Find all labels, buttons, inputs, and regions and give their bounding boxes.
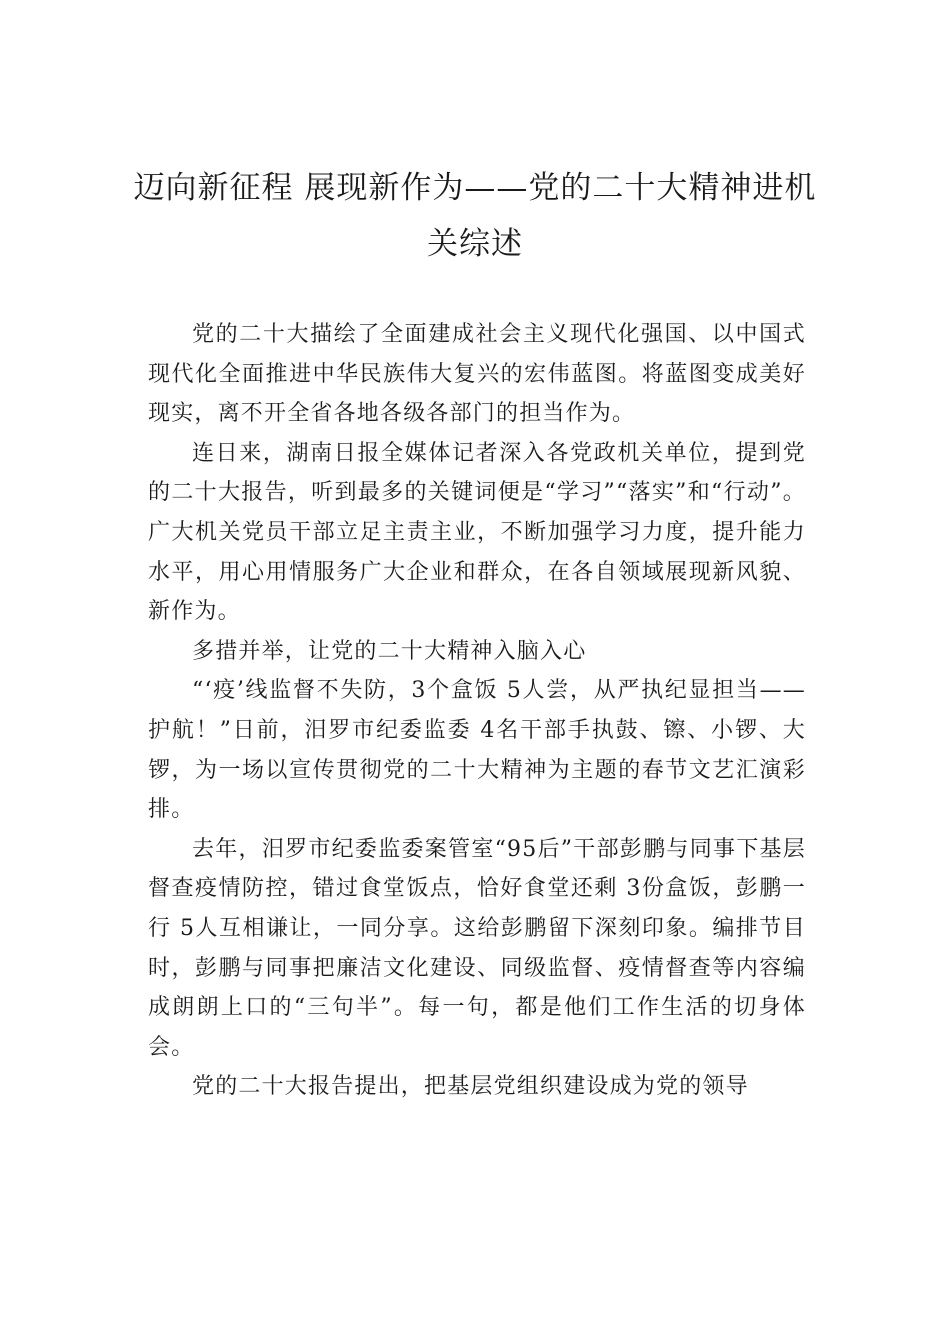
document-title: 迈向新征程 展现新作为——党的二十大精神进机关综述 bbox=[133, 170, 817, 262]
paragraph-story: 去年，汨罗市纪委监委案管室“95后”干部彭鹏与同事下基层督查疫情防控，错过食堂饭点，恰好食堂还剩 3份盒饭，彭鹏一行 5人互相谦让，一同分享。这给彭鹏留下深刻印象。编排节目时，彭鹏与同事把廉洁文化建设、同级监督、疫情督查等内容编成朗朗上口的“三句半”。每一句，都是他们工作生活的切身体会。 bbox=[148, 836, 806, 1060]
document-body bbox=[148, 315, 806, 1107]
paragraph-reporting: 连日来，湖南日报全媒体记者深入各党政机关单位，提到党的二十大报告，听到最多的关键词便是“学习”“落实”和“行动”。广大机关党员干部立足主责主业，不断加强学习力度，提升能力水平，用心用情服务广大企业和群众，在各自领域展现新风貌、新作为。 bbox=[148, 440, 806, 625]
paragraph-performance: “‘疫’线监督不失防，3个盒饭 5人尝，从严执纪显担当——护航！”日前，汨罗市纪委监委 4名干部手执鼓、镲、小锣、大锣，为一场以宣传贯彻党的二十大精神为主题的春节文艺汇演彩排。 bbox=[148, 678, 806, 823]
paragraph-report-quote: 党的二十大报告提出，把基层党组织建设成为党的领导 bbox=[192, 1074, 749, 1100]
section-heading: 多措并举，让党的二十大精神入脑入心 bbox=[192, 638, 587, 664]
paragraph-intro: 党的二十大描绘了全面建成社会主义现代化强国、以中国式现代化全面推进中华民族伟大复兴的宏伟蓝图。将蓝图变成美好现实，离不开全省各地各级各部门的担当作为。 bbox=[148, 322, 806, 427]
